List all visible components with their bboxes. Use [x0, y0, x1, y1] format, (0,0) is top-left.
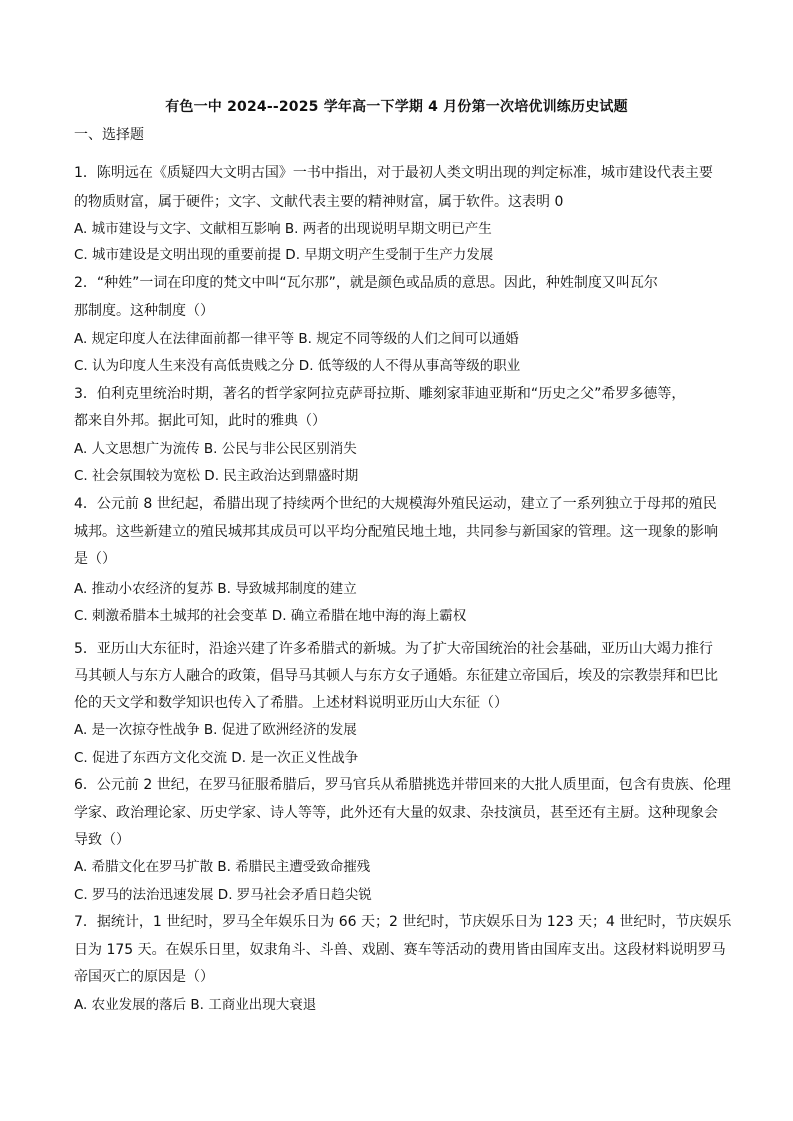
q5-stem-line-3: 伦的天文学和数学知识也传入了希腊。上述材料说明亚历山大东征（） [74, 695, 508, 711]
q6-options-cd: C. 罗马的法治迅速发展 D. 罗马社会矛盾日趋尖锐 [74, 887, 372, 903]
q6-stem-line-3: 导致（） [74, 832, 130, 848]
section-heading: 一、选择题 [74, 127, 144, 143]
q6-stem-line-2: 学家、政治理论家、历史学家、诗人等等，此外还有大量的奴隶、杂技演员，甚至还有主厨。这种现象会 [74, 805, 718, 821]
q4-stem-line-1: 4．公元前 8 世纪起，希腊出现了持续两个世纪的大规模海外殖民运动，建立了一系列独立于母邦的殖民 [74, 496, 717, 512]
q4-stem-line-2: 城邦。这些新建立的殖民城邦其成员可以平均分配殖民地土地，共同参与新国家的管理。这一现象的影响 [74, 524, 718, 540]
q4-options-cd: C. 刺激希腊本土城邦的社会变革 D. 确立希腊在地中海的海上霸权 [74, 608, 467, 624]
q5-stem-line-2: 马其顿人与东方人融合的政策，倡导马其顿人与东方女子通婚。东征建立帝国后，埃及的宗教崇拜和巴比 [74, 668, 718, 684]
q3-stem-line-2: 都来自外邦。据此可知，此时的雅典（） [74, 413, 326, 429]
q2-stem-line-1: 2．“种姓”一词在印度的梵文中叫“瓦尔那”，就是颜色或品质的意思。因此，种姓制度又叫瓦尔 [74, 275, 658, 291]
q2-options-ab: A. 规定印度人在法律面前都一律平等 B. 规定不同等级的人们之间可以通婚 [74, 331, 519, 347]
q7-stem-line-1: 7．据统计，1 世纪时，罗马全年娱乐日为 66 天；2 世纪时，节庆娱乐日为 123 天；4 世纪时，节庆娱乐 [74, 914, 732, 930]
q4-stem-line-3: 是（） [74, 551, 116, 567]
q6-options-ab: A. 希腊文化在罗马扩散 B. 希腊民主遭受致命摧残 [74, 859, 371, 875]
q6-stem-line-1: 6．公元前 2 世纪，在罗马征服希腊后，罗马官兵从希腊挑选并带回来的大批人质里面，包含有贵族、伦理 [74, 777, 731, 793]
q5-options-ab: A. 是一次掠夺性战争 B. 促进了欧洲经济的发展 [74, 722, 357, 738]
q7-stem-line-2: 日为 175 天。在娱乐日里，奴隶角斗、斗兽、戏剧、赛车等活动的费用皆由国库支出。这段材料说明罗马 [74, 942, 726, 958]
q2-options-cd: C. 认为印度人生来没有高低贵贱之分 D. 低等级的人不得从事高等级的职业 [74, 358, 521, 374]
q7-stem-line-3: 帝国灭亡的原因是（） [74, 969, 214, 985]
q1-options-ab: A. 城市建设与文字、文献相互影响 B. 两者的出现说明早期文明已产生 [74, 221, 492, 237]
q1-stem-line-1: 1．陈明远在《质疑四大文明古国》一书中指出，对于最初人类文明出现的判定标准，城市建设代表主要 [74, 165, 713, 181]
q7-options-ab: A. 农业发展的落后 B. 工商业出现大衰退 [74, 997, 317, 1013]
q3-options-ab: A. 人文思想广为流传 B. 公民与非公民区别消失 [74, 441, 357, 457]
q3-options-cd: C. 社会氛围较为宽松 D. 民主政治达到鼎盛时期 [74, 468, 359, 484]
q2-stem-line-2: 那制度。这种制度（） [74, 303, 214, 319]
q3-stem-line-1: 3．伯利克里统治时期，著名的哲学家阿拉克萨哥拉斯、雕刻家菲迪亚斯和“历史之父”希罗多德等， [74, 386, 686, 402]
q5-options-cd: C. 促进了东西方文化交流 D. 是一次正义性战争 [74, 750, 359, 766]
q1-stem-line-2: 的物质财富，属于硬件；文字、文献代表主要的精神财富，属于软件。这表明 0 [74, 194, 564, 210]
q4-options-ab: A. 推动小农经济的复苏 B. 导致城邦制度的建立 [74, 581, 357, 597]
q1-options-cd: C. 城市建设是文明出现的重要前提 D. 早期文明产生受制于生产力发展 [74, 247, 494, 263]
exam-title: 有色一中 2024--2025 学年高一下学期 4 月份第一次培优训练历史试题 [165, 99, 628, 115]
q5-stem-line-1: 5．亚历山大东征时，沿途兴建了许多希腊式的新城。为了扩大帝国统治的社会基础，亚历山大竭力推行 [74, 641, 713, 657]
